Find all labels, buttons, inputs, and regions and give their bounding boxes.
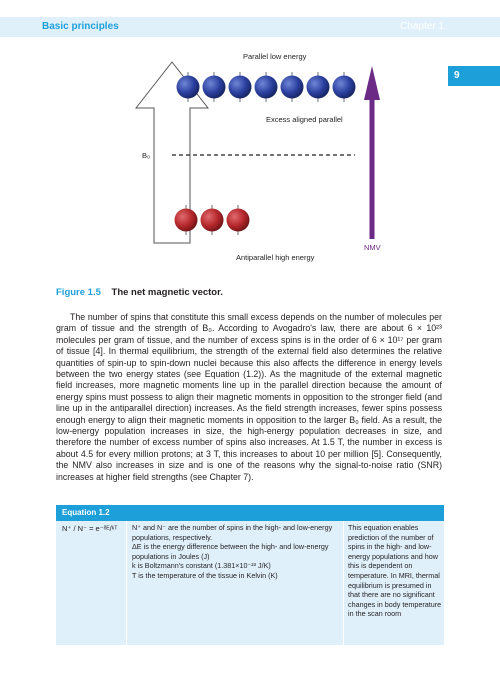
label-parallel-low-energy: Parallel low energy	[243, 52, 307, 61]
antiparallel-spins	[175, 205, 250, 235]
antiparallel-spin-3	[227, 205, 250, 235]
parallel-spin-4	[255, 72, 278, 102]
figure-caption-number: Figure 1.5	[56, 287, 101, 298]
equation-note: This equation enables prediction of the number of spins in the high- and low-energy populations and how this is dependent on temperature. In MRI, thermal equilibrium is presumed in that there are no significant changes in body temperature in the scan room	[348, 523, 442, 619]
running-header-chapter: Chapter 1	[400, 21, 444, 32]
parallel-spin-6	[307, 72, 330, 102]
page-number: 9	[454, 70, 460, 81]
figure-caption	[56, 287, 223, 298]
antiparallel-spin-2	[201, 205, 224, 235]
label-antiparallel-high-energy: Antiparallel high energy	[236, 253, 315, 262]
parallel-spins	[177, 72, 356, 102]
parallel-spin-5	[281, 72, 304, 102]
label-nmv: NMV	[364, 243, 381, 252]
running-header-section: Basic principles	[42, 21, 119, 32]
label-b0: B₀	[142, 151, 151, 160]
parallel-spin-7	[333, 72, 356, 102]
label-excess-aligned-parallel: Excess aligned parallel	[266, 115, 343, 124]
equation-variable-delta-e: ΔE is the energy difference between the high- and low-energy populations in Joules (J)	[132, 542, 329, 561]
figure-caption-title: The net magnetic vector.	[111, 287, 223, 298]
equation-box-header	[56, 505, 444, 521]
equation-variable-n: N⁺ and N⁻ are the number of spins in the high- and low-energy populations, respectively.	[132, 523, 333, 542]
parallel-spin-2	[203, 72, 226, 102]
nmv-arrow	[364, 66, 380, 239]
parallel-spin-3	[229, 72, 252, 102]
equation-variable-definitions	[132, 523, 340, 581]
equation-variable-k: k is Boltzmann's constant (1.381×10⁻²³ J/K)	[132, 561, 271, 571]
equation-formula: N⁺ / N⁻ = e⁻ᵟᴱ/ᵏᵀ	[62, 524, 118, 533]
net-magnetic-vector-figure	[0, 0, 500, 280]
equation-variable-t: T is the temperature of the tissue in Kelvin (K)	[132, 570, 278, 580]
body-paragraph: The number of spins that constitute this small excess depends on the number of molecules per gram of tissue and the strength of B₀. According to Avogadro's law, there are about 6 × 10²³ molecules per gram of tissue, and the number of excess spins is in the order of 6 × 10¹⁷ per gram of tissue [4]. In thermal equilibrium, the strength of the external field also determines the relative quantities of spin-up to spin-down nuclei because this also affects the difference in energy levels between the two energy states (see Equation (1.2)). As the magnitude of the external magnetic field increases, more magnetic moments line up in the parallel direction because the amount of energy spins must possess to align their magnetic moments in opposition to the stronger field (and line up in the antiparallel direction) increases. As the field strength increases, fewer spins possess enough energy to align their magnetic moments in opposition to the larger B₀ field. As a result, the low-energy population increases in size, the high-energy population decreases in size, and therefore the number of excess number of spins also increases. At 1.5 T, the number in excess is about 4.5 for every million protons; at 3 T, this increases to about 10 per million [5]. Consequently, the NMV also increases in size and is one of the reasons why the signal-to-noise ratio (SNR) increases at higher field strengths (see Chapter 7).	[56, 312, 442, 482]
equation-column-divider-2	[343, 521, 344, 645]
equation-label: Equation 1.2	[62, 508, 110, 517]
equation-column-divider-1	[126, 521, 127, 645]
